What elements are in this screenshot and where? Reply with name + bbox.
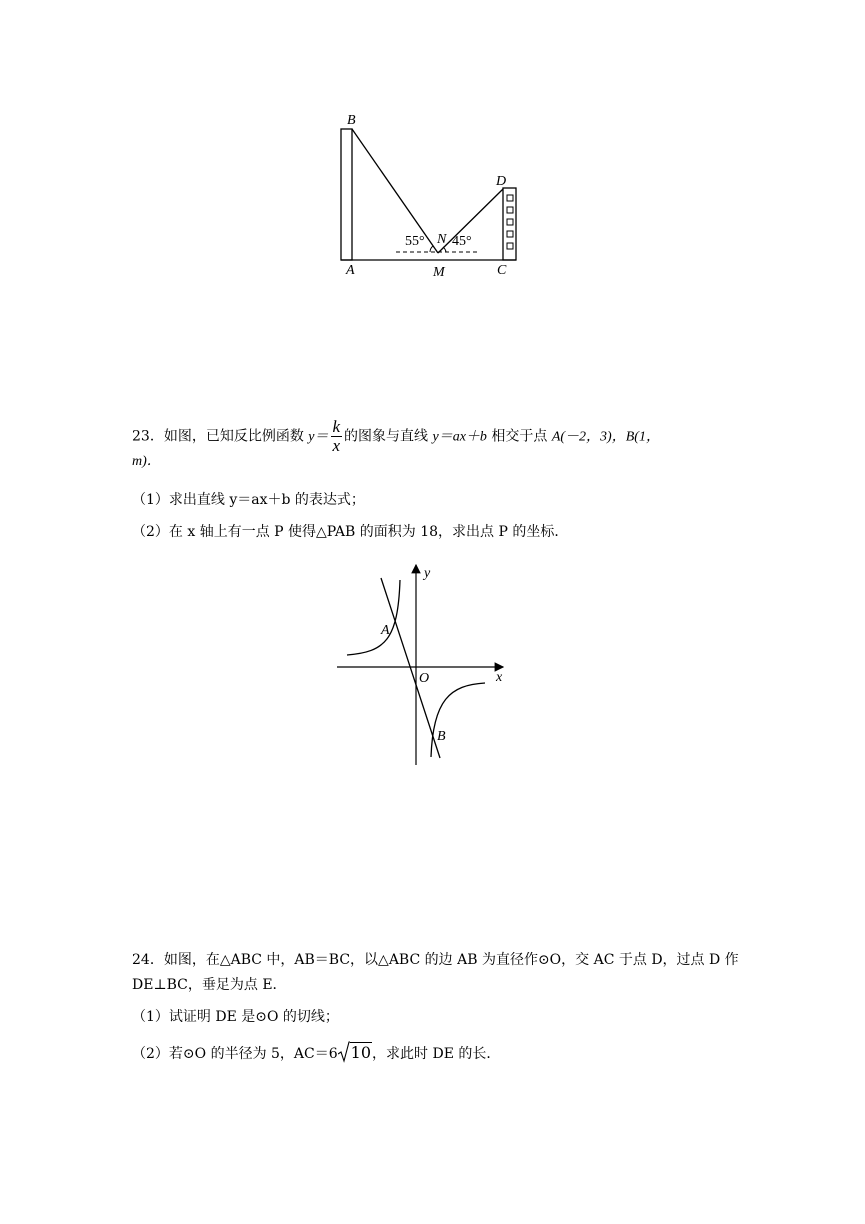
building-windows bbox=[507, 195, 513, 249]
left-building bbox=[341, 129, 352, 260]
label-B: B bbox=[347, 113, 356, 128]
label-N: N bbox=[437, 232, 447, 247]
q24-line2: DE⊥BC，垂足为点 E． bbox=[132, 977, 287, 993]
angle-arc-left bbox=[430, 246, 433, 252]
line-y-ax-b bbox=[381, 578, 440, 758]
label-A: A bbox=[346, 263, 355, 278]
q24-sub1: （1）试证明 DE 是⊙O 的切线； bbox=[132, 1009, 339, 1025]
hyperbola-branch-upper-left bbox=[347, 580, 400, 655]
label-A: A bbox=[381, 623, 390, 638]
label-x: x bbox=[496, 670, 503, 685]
q23-intro-post: 相交于点 bbox=[491, 428, 548, 445]
label-C: C bbox=[497, 263, 507, 278]
fraction-numerator: k bbox=[332, 417, 341, 436]
q23-sub2: （2）在 x 轴上有一点 P 使得△PAB 的面积为 18，求出点 P 的坐标． bbox=[132, 524, 569, 540]
q23-sub1: （1）求出直线 y＝ax＋b 的表达式； bbox=[132, 492, 365, 508]
label-M: M bbox=[433, 265, 445, 280]
angle-label-55: 55° bbox=[405, 234, 425, 249]
hyperbola-branch-lower-right bbox=[431, 683, 485, 757]
figure-hyperbola-line bbox=[330, 560, 520, 770]
q23-intro-text: 如图，已知反比例函数 bbox=[163, 428, 304, 445]
sqrt-symbol bbox=[338, 1043, 372, 1064]
figure-building-angles bbox=[330, 108, 530, 283]
line-BN bbox=[352, 129, 438, 253]
label-O: O bbox=[419, 671, 430, 686]
q24-sub2-text: （2）若⊙O 的半径为 5，AC＝6 bbox=[132, 1046, 338, 1062]
angle-label-45: 45° bbox=[452, 234, 472, 249]
angle-arc-right bbox=[443, 247, 446, 252]
label-B: B bbox=[437, 729, 446, 744]
q23-fraction-lhs: y＝ bbox=[308, 429, 329, 445]
label-D: D bbox=[496, 174, 507, 189]
q24-sub2 bbox=[132, 1043, 500, 1064]
label-y: y bbox=[424, 566, 431, 581]
sqrt-radicand: 10 bbox=[350, 1043, 372, 1062]
q23-line-equation: y＝ax＋b bbox=[432, 429, 487, 445]
fraction-denominator: x bbox=[332, 436, 341, 455]
q23-point-a: A(－2，3)， bbox=[551, 429, 626, 445]
q23-number: 23． bbox=[132, 428, 164, 445]
q24-line1: 24．如图，在△ABC 中，AB＝BC，以△ABC 的边 AB 为直径作⊙O，交 AC 于点 D，过点 D 作 bbox=[132, 952, 739, 968]
q23-intro bbox=[132, 418, 660, 455]
q23-fraction bbox=[331, 418, 343, 455]
q23-intro-mid: 的图象与直线 bbox=[344, 428, 429, 445]
q23-point-b: B(1， bbox=[625, 429, 660, 445]
q23-intro-line2: m)． bbox=[132, 454, 161, 469]
q24-sub2-post: ，求此时 DE 的长． bbox=[372, 1046, 501, 1062]
